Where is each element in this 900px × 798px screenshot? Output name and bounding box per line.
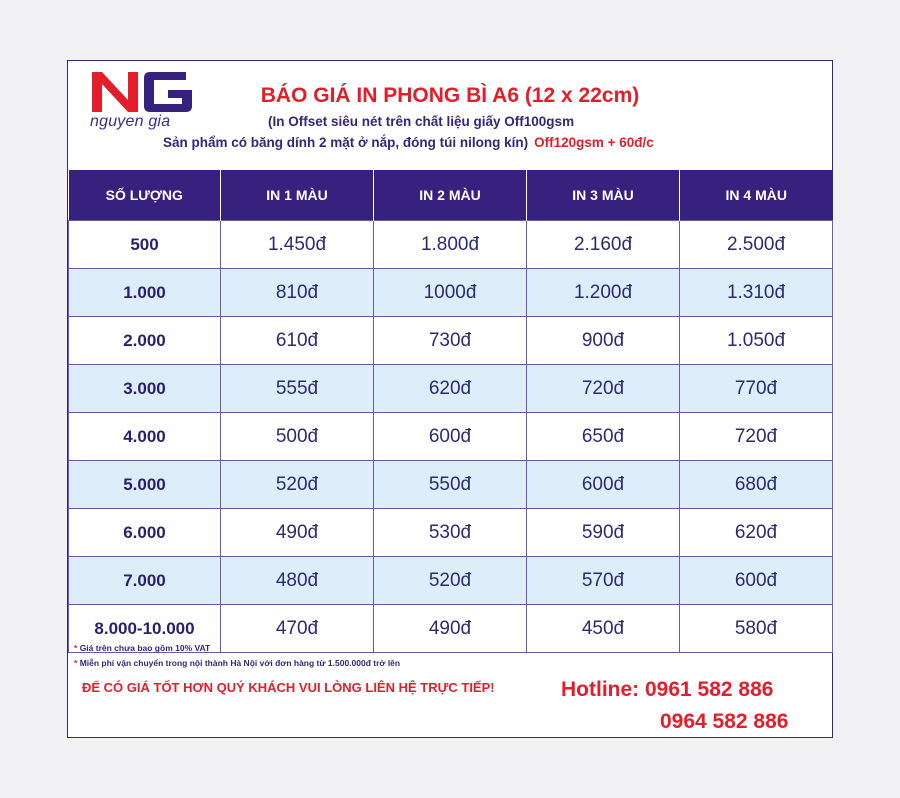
table-row xyxy=(69,317,833,365)
table-row xyxy=(69,509,833,557)
quantity-cell: 6.000 xyxy=(69,509,221,557)
quantity-cell: 500 xyxy=(69,221,221,269)
price-cell: 730đ xyxy=(374,317,527,365)
price-cell: 620đ xyxy=(680,509,833,557)
subtitle-line-2-text: Sản phẩm có băng dính 2 mặt ở nắp, đóng túi nilong kín) xyxy=(163,135,529,150)
price-cell: 2.160đ xyxy=(527,221,680,269)
price-cell: 1.200đ xyxy=(527,269,680,317)
footnote-marker: * xyxy=(74,658,78,668)
table-header-row xyxy=(69,170,833,221)
page-title: BÁO GIÁ IN PHONG BÌ A6 (12 x 22cm) xyxy=(260,84,640,107)
quantity-cell: 1.000 xyxy=(69,269,221,317)
header-2-color: IN 2 MÀU xyxy=(374,170,527,221)
table-row xyxy=(69,221,833,269)
quantity-cell: 5.000 xyxy=(69,461,221,509)
quantity-cell: 4.000 xyxy=(69,413,221,461)
price-cell: 570đ xyxy=(527,557,680,605)
footnotes xyxy=(74,641,400,671)
footnote-vat-text: Giá trên chưa bao gồm 10% VAT xyxy=(79,643,211,653)
price-cell: 590đ xyxy=(527,509,680,557)
hotline-primary: Hotline: 0961 582 886 xyxy=(561,678,774,701)
price-cell: 520đ xyxy=(221,461,374,509)
table-row xyxy=(69,269,833,317)
quantity-cell: 2.000 xyxy=(69,317,221,365)
hotline xyxy=(561,674,821,738)
header-1-color: IN 1 MÀU xyxy=(221,170,374,221)
price-cell: 1000đ xyxy=(374,269,527,317)
price-cell: 1.310đ xyxy=(680,269,833,317)
table-row xyxy=(69,413,833,461)
footnote-vat xyxy=(74,641,400,656)
price-cell: 480đ xyxy=(221,557,374,605)
price-cell: 900đ xyxy=(527,317,680,365)
header-4-color: IN 4 MÀU xyxy=(680,170,833,221)
footnote-shipping-text: Miễn phí vận chuyển trong nội thành Hà Nội với đơn hàng từ 1.500.000đ trở lên xyxy=(79,658,401,668)
quantity-cell: 3.000 xyxy=(69,365,221,413)
header-quantity: SỐ LƯỢNG xyxy=(69,170,221,221)
price-cell: 620đ xyxy=(374,365,527,413)
price-cell: 2.500đ xyxy=(680,221,833,269)
price-cell: 600đ xyxy=(527,461,680,509)
price-cell: 650đ xyxy=(527,413,680,461)
price-cell: 810đ xyxy=(221,269,374,317)
table-row xyxy=(69,365,833,413)
price-cell: 600đ xyxy=(374,413,527,461)
price-cell: 1.450đ xyxy=(221,221,374,269)
price-cell: 500đ xyxy=(221,413,374,461)
price-cell: 520đ xyxy=(374,557,527,605)
price-cell: 1.800đ xyxy=(374,221,527,269)
table-row xyxy=(69,461,833,509)
price-cell: 450đ xyxy=(527,605,680,653)
price-cell: 610đ xyxy=(221,317,374,365)
price-cell: 720đ xyxy=(527,365,680,413)
subtitle-line-2 xyxy=(163,135,654,150)
price-cell: 555đ xyxy=(221,365,374,413)
price-cell: 470đ xyxy=(221,605,374,653)
footnote-shipping xyxy=(74,656,400,671)
price-cell: 1.050đ xyxy=(680,317,833,365)
header-3-color: IN 3 MÀU xyxy=(527,170,680,221)
price-cell: 490đ xyxy=(221,509,374,557)
price-cell: 720đ xyxy=(680,413,833,461)
price-cell: 550đ xyxy=(374,461,527,509)
brand-name: nguyen gia xyxy=(90,113,171,130)
price-cell: 530đ xyxy=(374,509,527,557)
quantity-cell: 8.000-10.000 xyxy=(69,605,221,653)
subtitle-line-1: (In Offset siêu nét trên chất liệu giấy Off100gsm xyxy=(268,114,575,129)
table-row xyxy=(69,557,833,605)
call-to-action: ĐỂ CÓ GIÁ TỐT HƠN QUÝ KHÁCH VUI LÒNG LIÊN HỆ TRỰC TIẾP! xyxy=(82,680,495,695)
footnote-marker: * xyxy=(74,643,78,653)
price-cell: 490đ xyxy=(374,605,527,653)
quantity-cell: 7.000 xyxy=(69,557,221,605)
price-cell: 770đ xyxy=(680,365,833,413)
hotline-secondary: 0964 582 886 xyxy=(660,710,789,733)
price-cell: 580đ xyxy=(680,605,833,653)
price-cell: 600đ xyxy=(680,557,833,605)
price-table xyxy=(68,170,833,653)
subtitle-highlight: Off120gsm + 60đ/c xyxy=(534,135,654,150)
price-cell: 680đ xyxy=(680,461,833,509)
